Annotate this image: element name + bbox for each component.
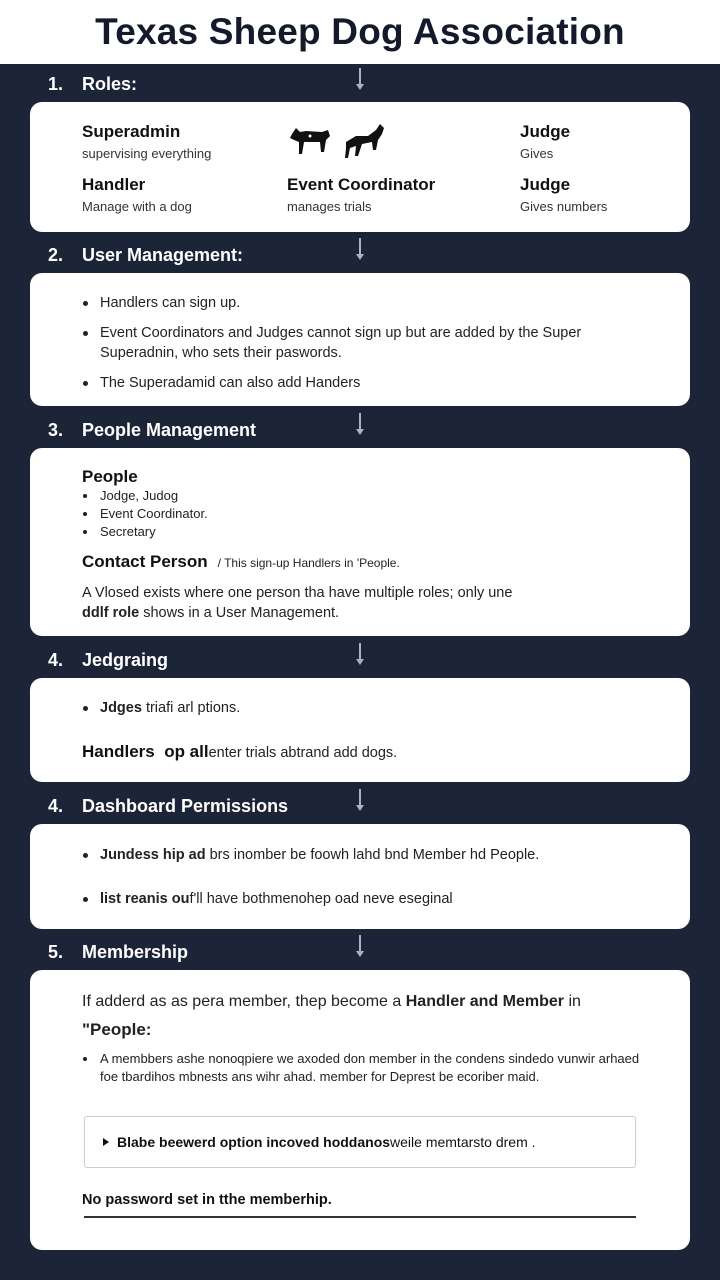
section-heading-people-management xyxy=(48,415,256,445)
role-superadmin xyxy=(82,122,211,161)
section-number: 4. xyxy=(48,649,64,670)
section-title: Roles: xyxy=(82,73,138,94)
role-judge xyxy=(520,122,570,161)
intro-line-2: "People: xyxy=(82,1020,152,1039)
item-text: brs inomber be foowh lahd bnd Member hd People. xyxy=(205,847,540,863)
down-arrow-icon xyxy=(354,643,366,669)
membership-option-box[interactable] xyxy=(84,1116,636,1168)
intro-tail: in xyxy=(564,993,581,1010)
role-title: Event Coordinator xyxy=(287,175,436,194)
people-title: People xyxy=(82,467,138,486)
role-title: Superadmin xyxy=(82,122,181,141)
divider xyxy=(84,1216,636,1218)
role-description: supervising everything xyxy=(82,146,212,161)
down-arrow-icon xyxy=(354,789,366,815)
role-title: Judge xyxy=(520,122,571,141)
item-bold: list reanis ou xyxy=(100,891,190,907)
contact-person-title: Contact Person xyxy=(82,552,208,571)
section-heading-user-management xyxy=(48,240,243,270)
app-title: Texas Sheep Dog Association xyxy=(95,11,625,52)
section-heading-roles xyxy=(48,69,137,99)
membership-card xyxy=(30,970,690,1250)
roles-card xyxy=(30,102,690,232)
people-list xyxy=(82,487,382,541)
membership-intro xyxy=(82,990,662,1042)
handlers-bold: Handlers op all xyxy=(82,742,209,761)
membership-list xyxy=(82,1050,642,1086)
option-text: weile memtarsto drem . xyxy=(390,1134,536,1150)
contact-person-note: / This sign-up Handlers in 'People. xyxy=(217,556,400,570)
role-handler xyxy=(82,175,192,214)
down-arrow-icon xyxy=(354,935,366,961)
role-title: Handler xyxy=(82,175,146,194)
intro-text: If adderd as as pera member, thep become a xyxy=(82,993,406,1010)
role-event-coordinator xyxy=(287,175,435,214)
down-arrow-icon xyxy=(354,68,366,94)
item-bold: Jdges xyxy=(100,700,142,716)
dashboard-list xyxy=(82,845,662,909)
role-description: manages trials xyxy=(287,199,372,214)
contact-person-row xyxy=(82,552,400,572)
list-item: Secretary xyxy=(82,523,382,541)
intro-line xyxy=(82,990,662,1014)
section-number: 2. xyxy=(48,244,64,265)
section-number: 5. xyxy=(48,941,64,962)
judging-list xyxy=(82,698,642,718)
list-item: Event Coordinator. xyxy=(82,505,382,523)
section-title: User Management: xyxy=(82,244,244,265)
section-title: Jedgraing xyxy=(82,649,169,670)
section-heading-membership xyxy=(48,937,188,967)
sheepdog-icon xyxy=(286,120,390,167)
item-text: f'll have bothmenohep oad neve eseginal xyxy=(189,891,453,907)
section-title: Dashboard Permissions xyxy=(82,795,289,816)
note-line xyxy=(82,603,652,623)
role-title: Judge xyxy=(520,175,571,194)
role-description: Gives xyxy=(520,146,554,161)
list-item xyxy=(82,698,642,718)
item-text: triafi arl ptions. xyxy=(141,700,241,716)
dashboard-permissions-card xyxy=(30,824,690,929)
down-arrow-icon xyxy=(354,238,366,264)
handlers-text: enter trials abtrand add dogs. xyxy=(208,745,398,761)
judging-card xyxy=(30,678,690,782)
app-header xyxy=(0,0,720,64)
membership-footer: No password set in tthe memberhip. xyxy=(82,1192,332,1208)
list-item xyxy=(82,889,662,909)
list-item xyxy=(82,845,662,865)
list-item: Event Coordinators and Judges cannot sign up but are added by the Super Superadnin, who sets their paswords. xyxy=(82,323,642,363)
handlers-row xyxy=(82,742,397,763)
section-heading-dashboard-permissions xyxy=(48,791,288,821)
note-text: shows in a User Management. xyxy=(139,605,340,621)
role-judge-numbers xyxy=(520,175,607,214)
section-number: 4. xyxy=(48,795,64,816)
option-bold: Blabe beewerd option incoved hoddanos xyxy=(117,1134,391,1150)
multi-role-note xyxy=(82,583,652,623)
down-arrow-icon xyxy=(354,413,366,439)
list-item: Jodge, Judog xyxy=(82,487,382,505)
caret-right-icon xyxy=(103,1138,109,1146)
section-number: 3. xyxy=(48,419,64,440)
section-heading-judging xyxy=(48,645,168,675)
note-line: A Vlosed exists where one person tha have multiple roles; only une xyxy=(82,585,513,601)
section-title: People Management xyxy=(82,419,257,440)
people-management-card xyxy=(30,448,690,636)
note-bold: ddlf role xyxy=(82,605,140,621)
list-item: A membbers ashe nonoqpiere we axoded don member in the condens sindedo vunwir arhaed foe tbardihos mbnests ans wihr ahad. member for Deprest be ecoriber maid. xyxy=(82,1050,642,1086)
user-management-list xyxy=(82,293,642,393)
role-description: Gives numbers xyxy=(520,199,608,214)
user-management-card xyxy=(30,273,690,406)
list-item: Handlers can sign up. xyxy=(82,293,642,313)
intro-bold: Handler and Member xyxy=(405,993,565,1010)
list-item: The Superadamid can also add Handers xyxy=(82,373,642,393)
section-number: 1. xyxy=(48,73,64,94)
item-bold: Jundess hip ad xyxy=(100,847,206,863)
role-description: Manage with a dog xyxy=(82,199,192,214)
section-title: Membership xyxy=(82,941,189,962)
